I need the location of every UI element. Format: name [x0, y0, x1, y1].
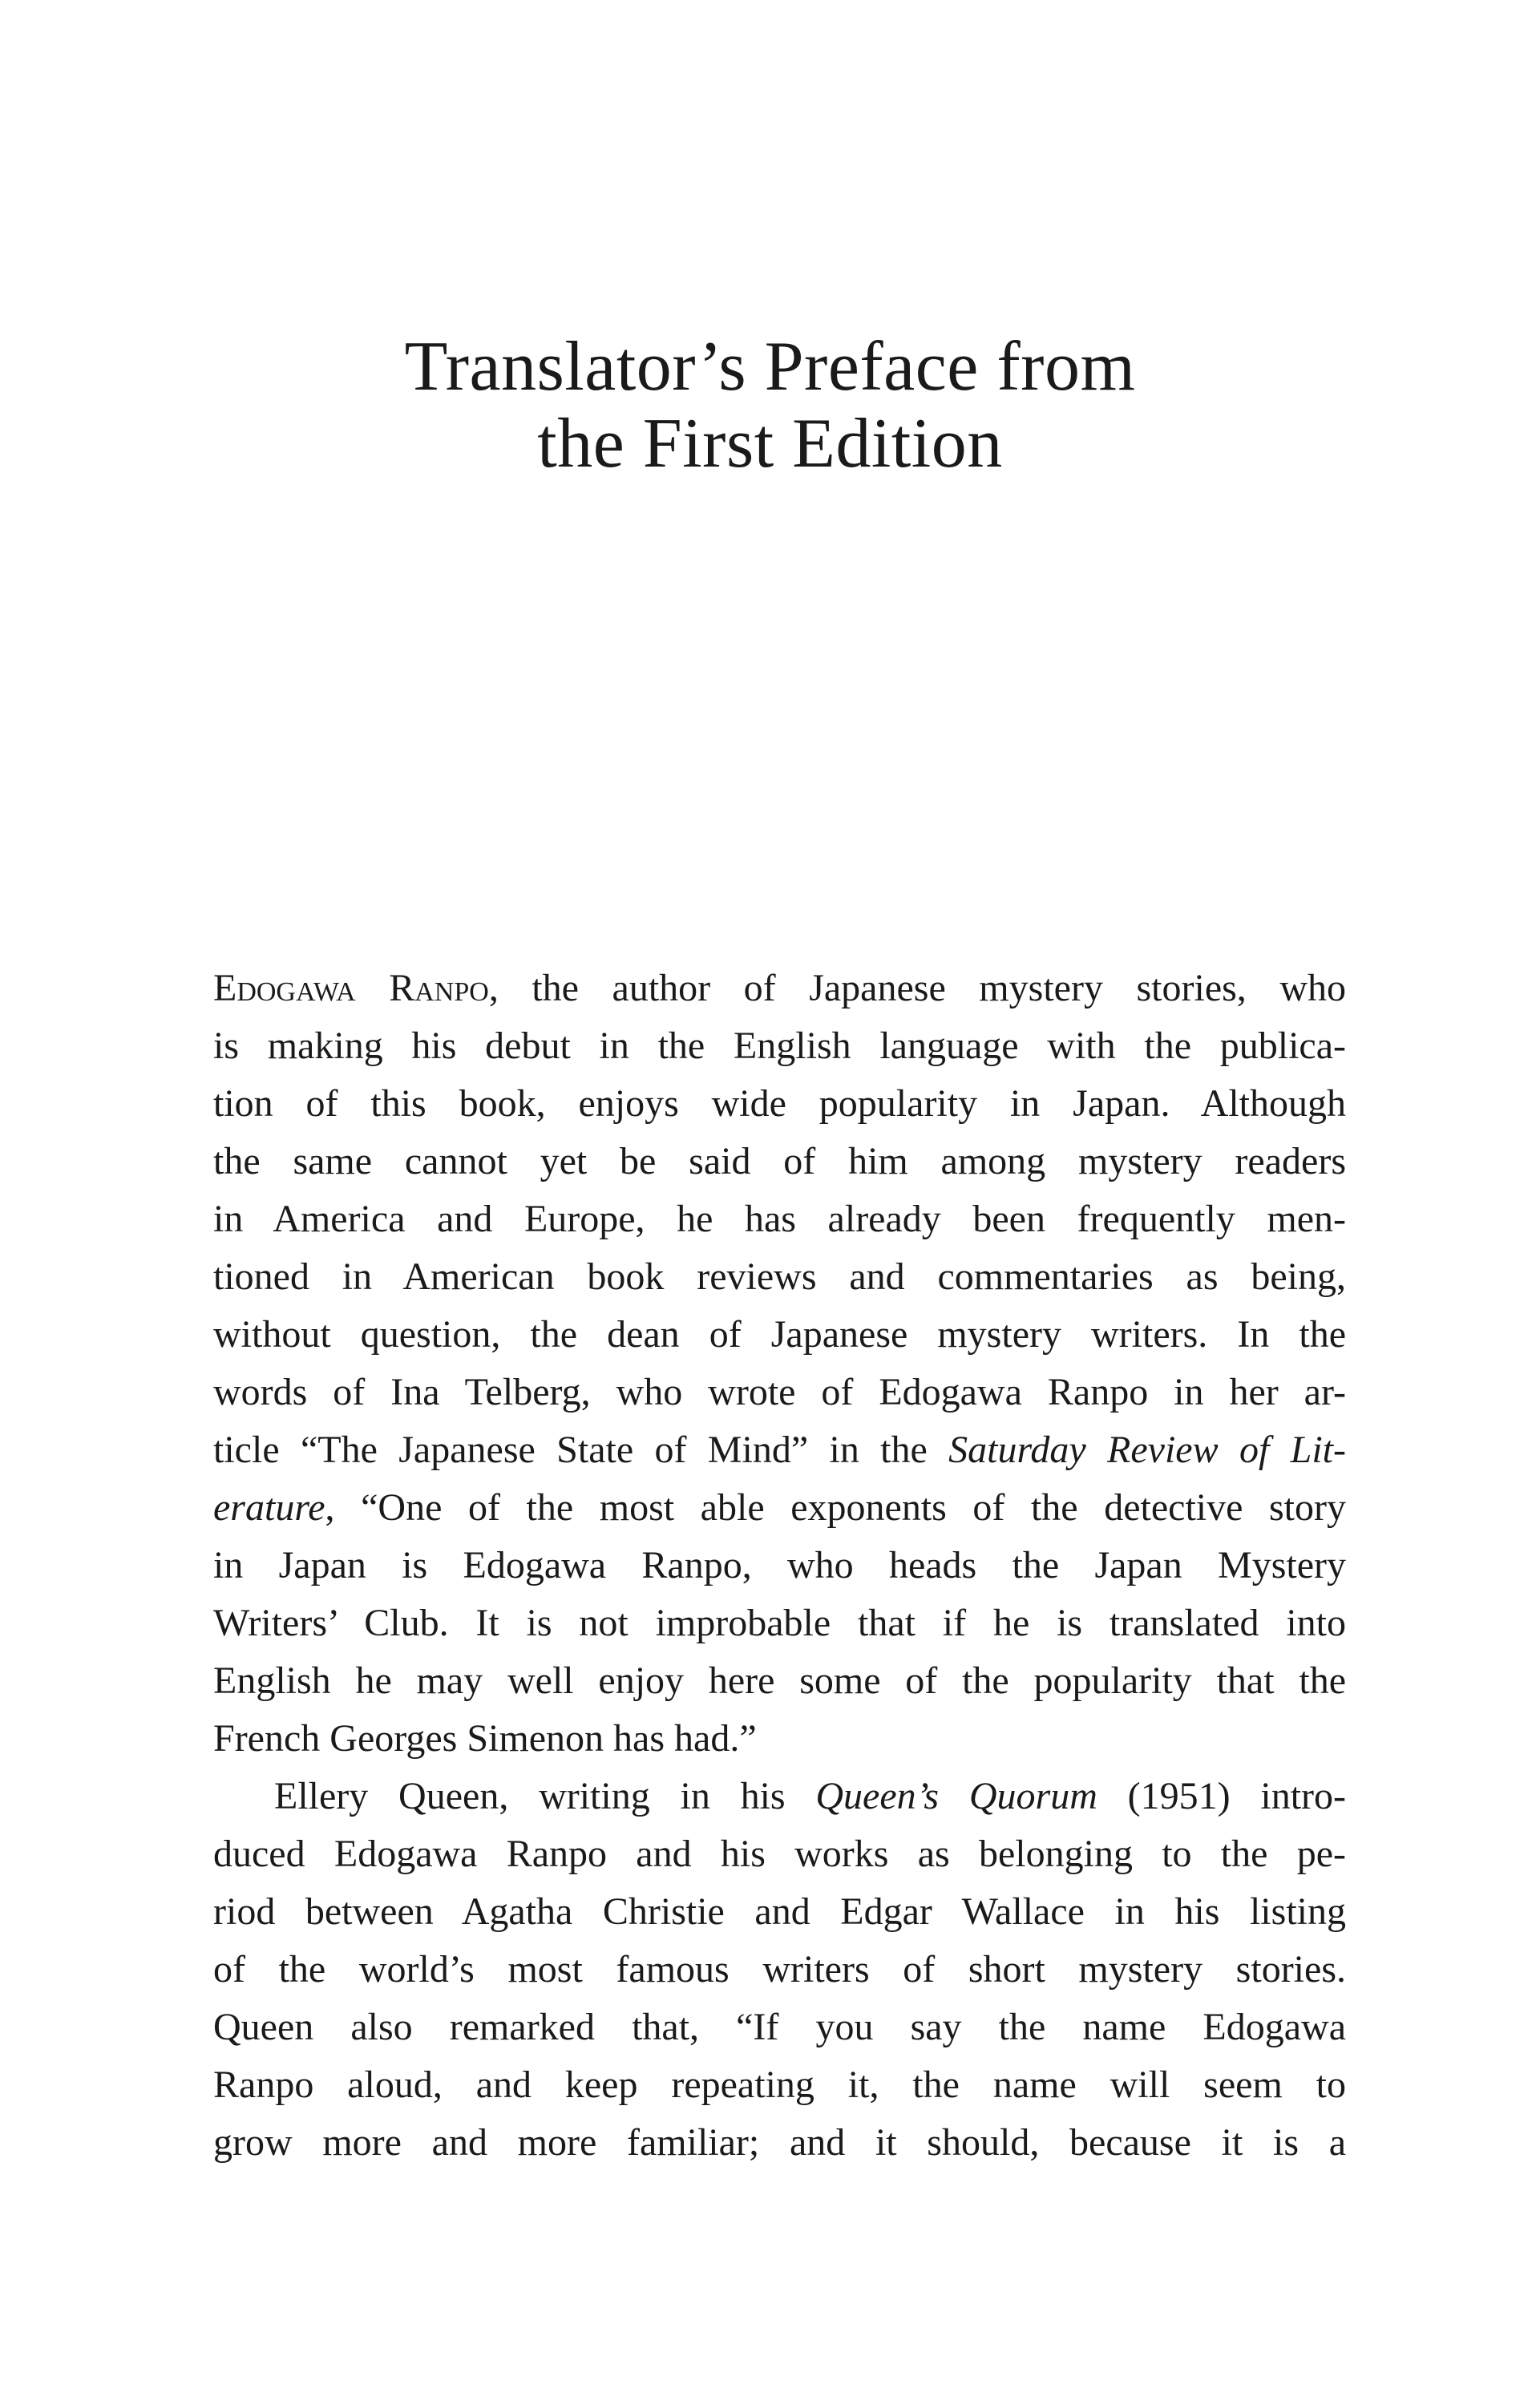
text-line: Queen also remarked that, “If you say the name Edogawa — [213, 2006, 1346, 2048]
text-line: words of Ina Telberg, who wrote of Edogawa Ranpo in her ar- — [213, 1371, 1346, 1413]
italic-title: erature — [213, 1486, 325, 1529]
text-line: tioned in American book reviews and commentaries as being, — [213, 1255, 1346, 1298]
text-line: in Japan is Edogawa Ranpo, who heads the Japan Mystery — [213, 1544, 1346, 1586]
chapter-title-line-2: the First Edition — [537, 405, 1003, 483]
text-line: grow more and more familiar; and it should, because it is a — [213, 2121, 1346, 2164]
body-text — [213, 960, 1346, 2172]
text-line: Edogawa Ranpo, the author of Japanese mystery stories, who — [213, 967, 1346, 1009]
text-line: ticle “The Japanese State of Mind” in the Saturday Review of Lit- — [213, 1429, 1347, 1471]
chapter-title-line-1: Translator’s Preface from — [404, 328, 1136, 406]
chapter-title — [0, 329, 1540, 483]
italic-title: Queen’s Quorum — [815, 1775, 1097, 1817]
text-line: is making his debut in the English language with the publica- — [213, 1025, 1346, 1067]
text-line: Ellery Queen, writing in his Queen’s Quorum (1951) intro- — [274, 1775, 1346, 1817]
text-line: in America and Europe, he has already been frequently men- — [213, 1198, 1346, 1240]
text-line: English he may well enjoy here some of the popularity that the — [213, 1659, 1346, 1702]
text-line: French Georges Simenon has had.” — [213, 1717, 757, 1760]
text-line: without question, the dean of Japanese mystery writers. In the — [213, 1313, 1346, 1356]
author-name-small-caps: Edogawa Ranpo — [213, 967, 489, 1009]
text-line: erature, “One of the most able exponents of the detective story — [213, 1486, 1346, 1529]
italic-title: Saturday Review of Lit- — [948, 1429, 1347, 1471]
text-line: the same cannot yet be said of him among mystery readers — [213, 1140, 1346, 1182]
text-line: tion of this book, enjoys wide popularity in Japan. Although — [213, 1082, 1346, 1125]
text-line: Ranpo aloud, and keep repeating it, the name will seem to — [213, 2063, 1346, 2106]
text-line: riod between Agatha Christie and Edgar Wallace in his listing — [213, 1890, 1346, 1933]
text-line: of the world’s most famous writers of short mystery stories. — [213, 1948, 1346, 1991]
text-line: Writers’ Club. It is not improbable that if he is translated into — [213, 1602, 1346, 1644]
text-line: duced Edogawa Ranpo and his works as belonging to the pe- — [213, 1833, 1346, 1875]
